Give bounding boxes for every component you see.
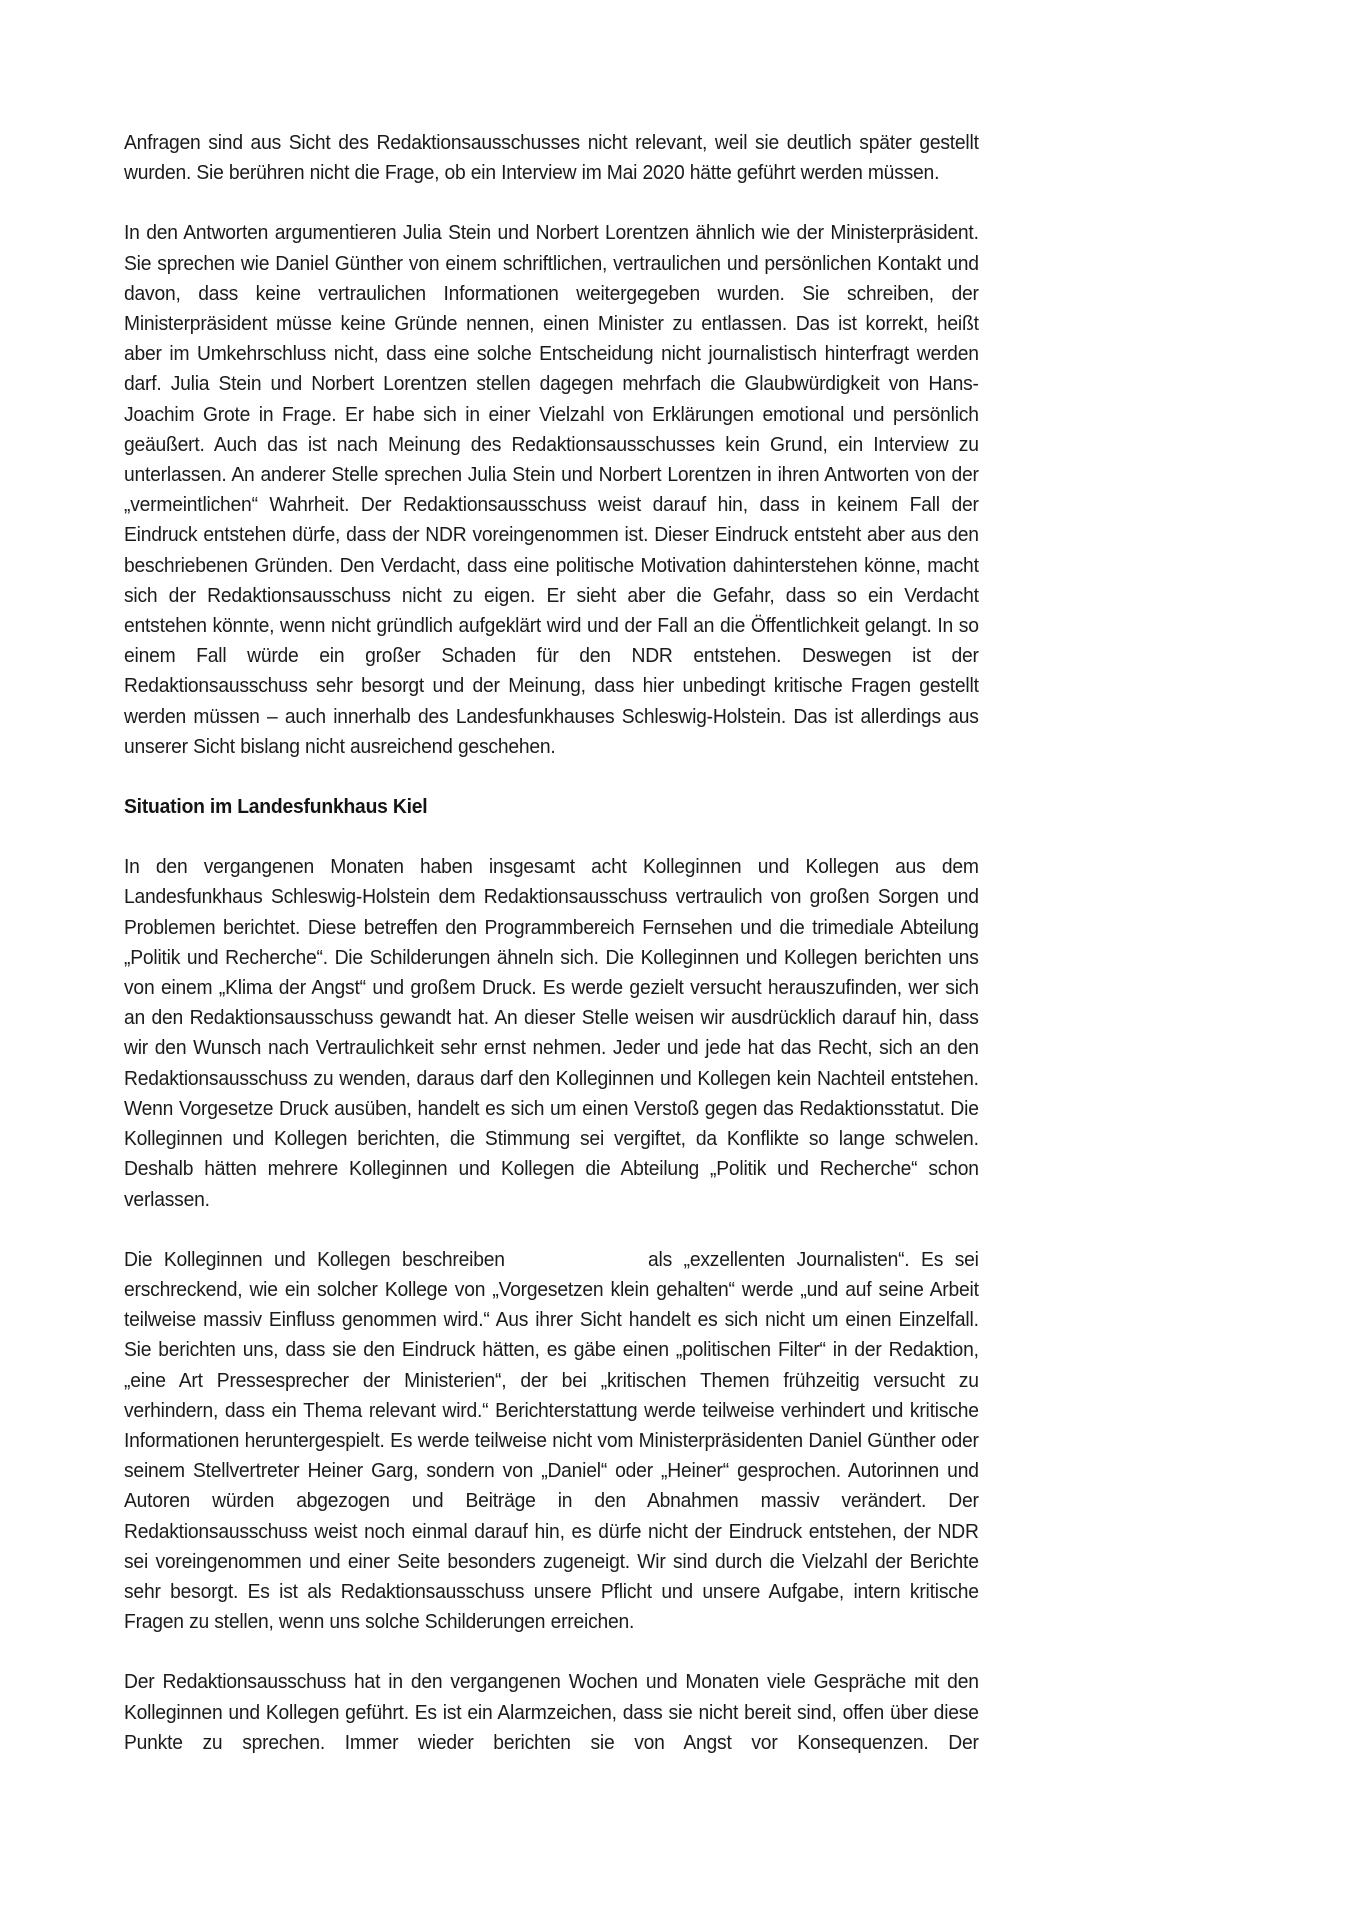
redacted-paragraph-text-before: Die Kolleginnen und Kollegen beschreiben	[124, 1248, 505, 1271]
heading-situation-landesfunkhaus-kiel: Situation im Landesfunkhaus Kiel	[124, 796, 428, 819]
paragraph-gespraeche	[124, 1667, 979, 1788]
paragraph-vergangene-monate: In den vergangenen Monaten haben insgesamt acht Kolleginnen und Kollegen aus dem Landesfunkhaus Schleswig-Holstein dem Redaktionsausschuss vertraulich von großen Sorgen und Problemen berichtet. Diese betreffen den Programmbereich Fernsehen und die trimediale Abteilung „Politik und Recherche“. Die Schilderungen ähneln sich. Die Kolleginnen und Kollegen berichten uns von einem „Klima der Angst“ und großem Druck. Es werde gezielt versucht herauszufinden, wer sich an den Redaktionsausschuss gewandt hat. An dieser Stelle weisen wir ausdrücklich darauf hin, dass wir den Wunsch nach Vertraulichkeit sehr ernst nehmen. Jeder und jede hat das Recht, sich an den Redaktionsausschuss zu wenden, daraus darf den Kolleginnen und Kollegen kein Nachteil entstehen. Wenn Vorgesetze Druck ausüben, handelt es sich um einen Verstoß gegen das Redaktionsstatut. Die Kolleginnen und Kollegen berichten, die Stimmung sei vergiftet, da Konflikte so lange schwelen. Deshalb hätten mehrere Kolleginnen und Kollegen die Abteilung „Politik und Recherche“ schon verlassen.	[124, 856, 979, 1211]
paragraph-antworten: In den Antworten argumentieren Julia Stein und Norbert Lorentzen ähnlich wie der Ministerpräsident. Sie sprechen wie Daniel Günther von einem schriftlichen, vertraulichen und persönlichen Kontakt und davon, dass keine vertraulichen Informationen weitergegeben wurden. Sie schreiben, der Ministerpräsident müsse keine Gründe nennen, einen Minister zu entlassen. Das ist korrekt, heißt aber im Umkehrschluss nicht, dass eine solche Entscheidung nicht journalistisch hinterfragt werden darf. Julia Stein und Norbert Lorentzen stellen dagegen mehrfach die Glaubwürdigkeit von Hans-Joachim Grote in Frage. Er habe sich in einer Vielzahl von Erklärungen emotional und persönlich geäußert. Auch das ist nach Meinung des Redaktionsausschusses kein Grund, ein Interview zu unterlassen. An anderer Stelle sprechen Julia Stein und Norbert Lorentzen in ihren Antworten von der „vermeintlichen“ Wahrheit. Der Redaktionsausschuss weist darauf hin, dass in keinem Fall der Eindruck entstehen dürfe, dass der NDR voreingenommen ist. Dieser Eindruck entsteht aber aus den beschriebenen Gründen. Den Verdacht, dass eine politische Motivation dahinterstehen könne, macht sich der Redaktionsausschuss nicht zu eigen. Er sieht aber die Gefahr, dass so ein Verdacht entstehen könnte, wenn nicht gründlich aufgeklärt wird und der Fall an die Öffentlichkeit gelangt. In so einem Fall würde ein großer Schaden für den NDR entstehen. Deswegen ist der Redaktionsausschuss sehr besorgt und der Meinung, dass hier unbedingt kritische Fragen gestellt werden müssen – auch innerhalb des Landesfunkhauses Schleswig-Holstein. Das ist allerdings aus unserer Sicht bislang nicht ausreichend geschehen.	[124, 222, 979, 758]
paragraph-anfragen: Anfragen sind aus Sicht des Redaktionsausschusses nicht relevant, weil sie deutlich später gestellt wurden. Sie berühren nicht die Frage, ob ein Interview im Mai 2020 hätte geführt werden müssen.	[124, 132, 979, 185]
redacted-paragraph-text-after: als „exzellenten Journalisten“. Es sei erschreckend, wie ein solcher Kollege von „Vorgesetzen klein gehalten“ werde „und auf seine Arbeit teilweise massiv Einfluss genommen wird.“ Aus ihrer Sicht handelt es sich nicht um einen Einzelfall. Sie berichten uns, dass sie den Eindruck hätten, es gäbe einen „politischen Filter“ in der Redaktion, „eine Art Pressesprecher der Ministerien“, der bei „kritischen Themen frühzeitig versucht zu verhindern, dass ein Thema relevant wird.“ Berichterstattung werde teilweise verhindert und kritische Informationen heruntergespielt. Es werde teilweise nicht vom Ministerpräsidenten Daniel Günther oder seinem Stellvertreter Heiner Garg, sondern von „Daniel“ oder „Heiner“ gesprochen. Autorinnen und Autoren würden abgezogen und Beiträge in den Abnahmen massiv verändert. Der Redaktionsausschuss weist noch einmal darauf hin, es dürfe nicht der Eindruck entstehen, der NDR sei voreingenommen und einer Seite besonders zugeneigt. Wir sind durch die Vielzahl der Berichte sehr besorgt. Es ist als Redaktionsausschuss unsere Pflicht und unsere Aufgabe, intern kritische Fragen zu stellen, wenn uns solche Schilderungen erreichen.	[124, 1248, 979, 1634]
document-text-column	[124, 128, 979, 1788]
paragraph-gespraeche-text: Der Redaktionsausschuss hat in den vergangenen Wochen und Monaten viele Gespräche mit den Kolleginnen und Kollegen geführt. Es ist ein Alarmzeichen, dass sie nicht bereit sind, offen über diese Punkte zu sprechen. Immer wieder berichten sie von Angst vor Konsequenzen. Der	[124, 1671, 979, 1754]
paragraph-exzellenter-journalist	[124, 1245, 979, 1638]
